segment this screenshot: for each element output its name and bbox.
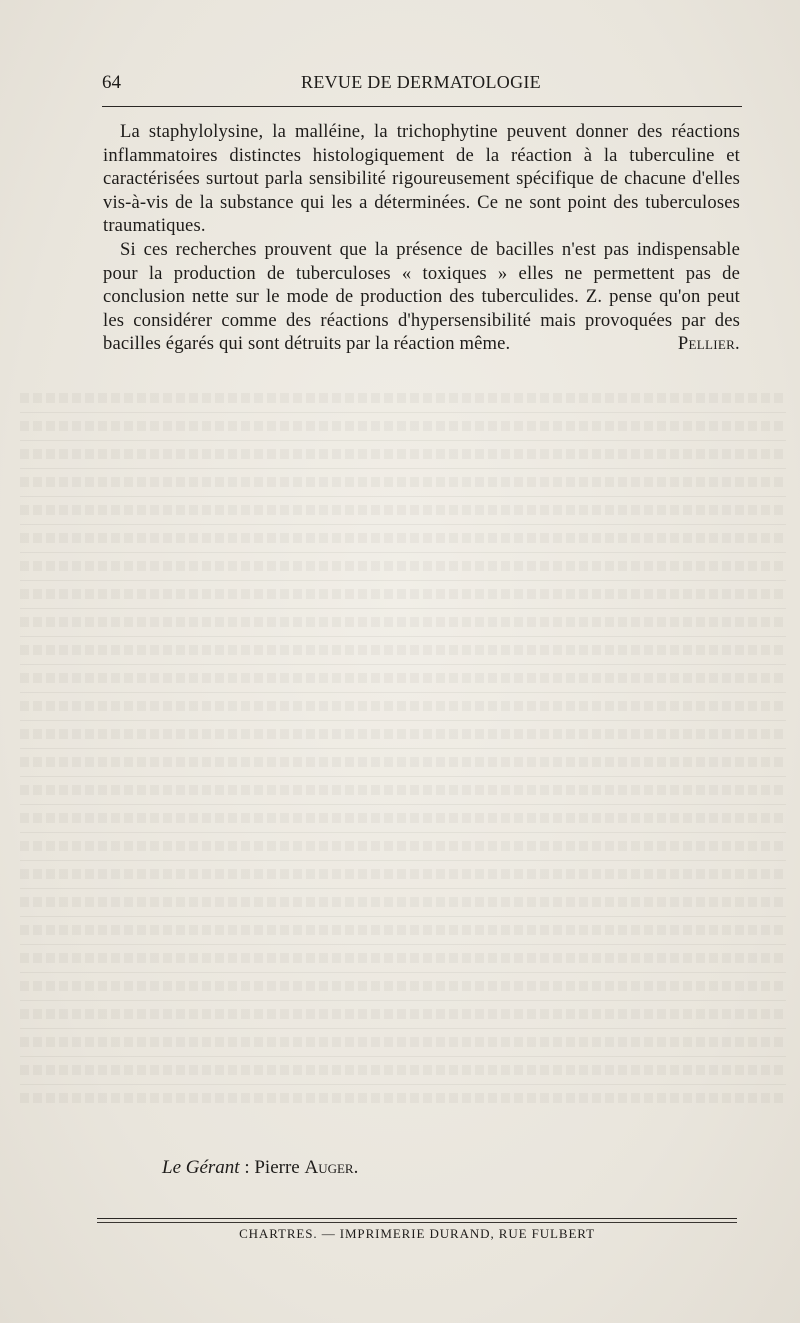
footer-rule-thin	[97, 1222, 737, 1223]
header-rule	[102, 106, 742, 107]
author-signature: Pellier.	[677, 333, 740, 355]
running-head	[102, 72, 740, 100]
journal-title: REVUE DE DERMATOLOGIE	[301, 72, 541, 92]
gerant-line	[162, 1157, 358, 1179]
article-body	[103, 120, 740, 356]
footer-rule-thick	[97, 1218, 737, 1219]
gerant-separator: :	[239, 1157, 255, 1178]
reverse-side-show-through	[0, 385, 800, 1105]
paragraph-1: La staphylolysine, la malléine, la trichophytine peuvent donner des réactions inflammatoires distinctes histologiquement de la réaction à la tuberculine et caractérisées surtout parla sensibilité rigoureusement spécifique de chacune d'elles vis-à-vis de la substance qui les a déterminées. Ce ne sont point des tuberculoses traumatiques.	[103, 121, 740, 237]
gerant-name-last: Auger.	[304, 1157, 359, 1178]
gerant-name-first: Pierre	[254, 1157, 305, 1178]
paragraph-2-text: Si ces recherches prouvent que la présence de bacilles n'est pas indispensable pour la production de tuberculoses « toxiques » elles ne permettent pas de conclusion nette sur le mode de production des tuberculides. Z. pense qu'on peut les considérer comme des réactions d'hypersensibilité mais provoquées par des bacilles égarés qui sont détruits par la réaction même.	[103, 238, 740, 355]
page-number: 64	[102, 72, 121, 93]
printer-imprint: CHARTRES. — IMPRIMERIE DURAND, RUE FULBERT	[239, 1226, 595, 1241]
paragraph-2	[103, 238, 740, 356]
gerant-label: Le Gérant	[162, 1157, 240, 1178]
